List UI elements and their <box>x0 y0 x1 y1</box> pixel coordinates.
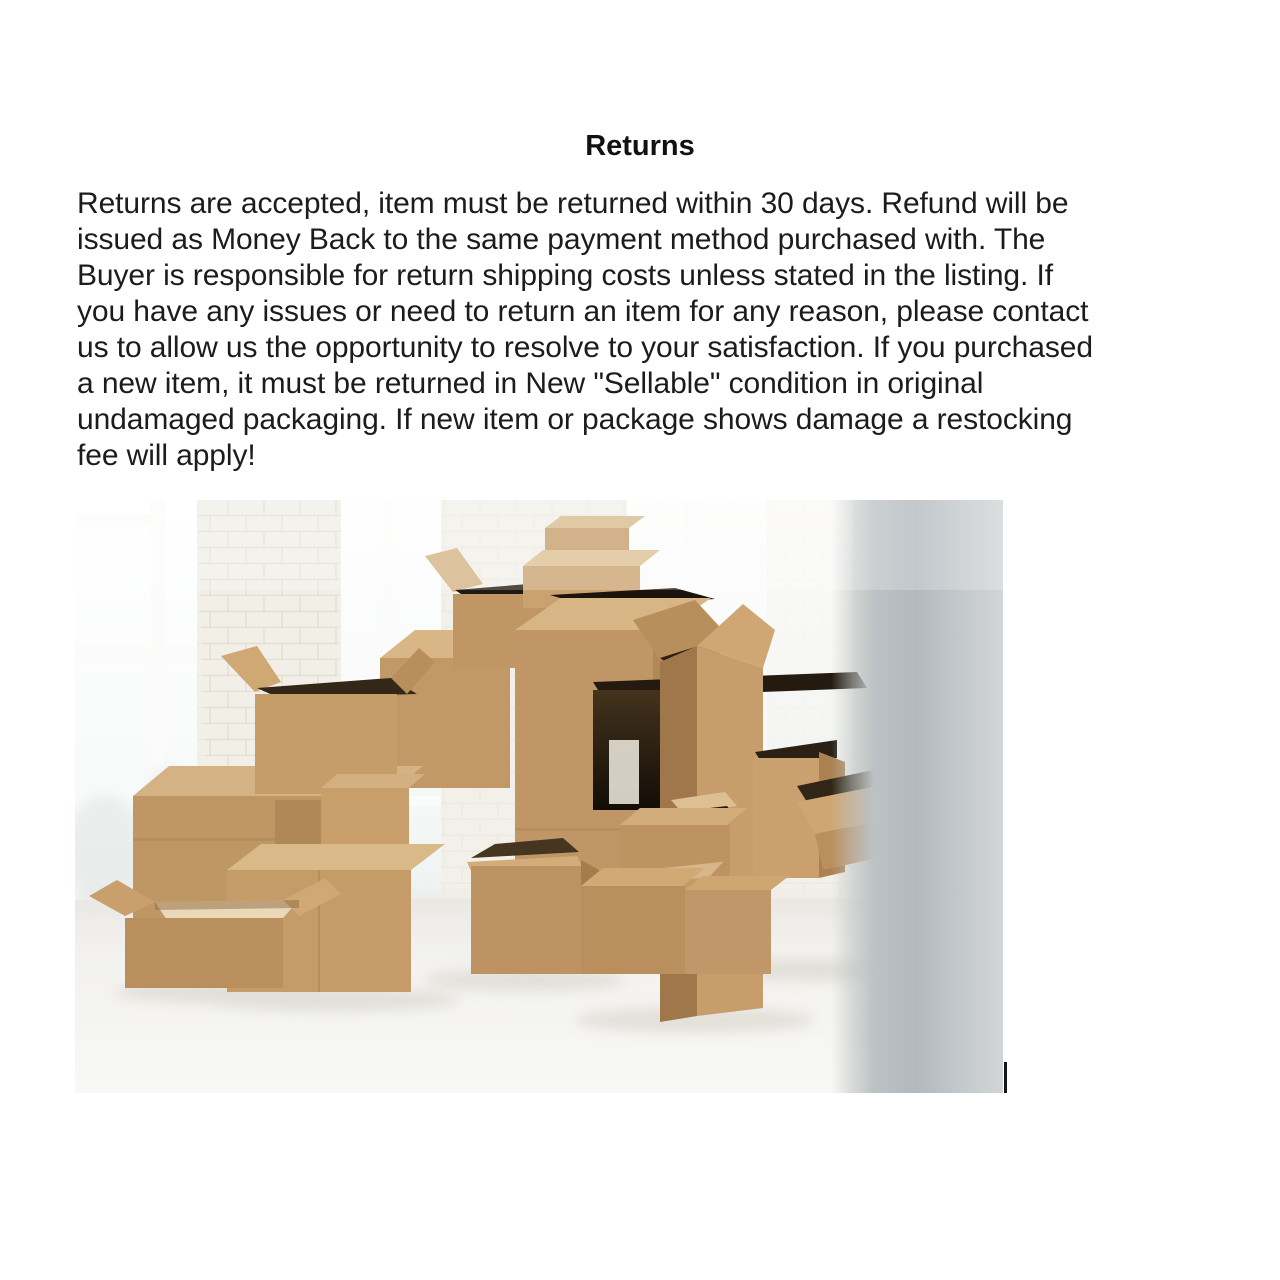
text-caret <box>1004 1062 1007 1093</box>
policy-line-2: issued as Money Back to the same payment method purchased with. The <box>77 223 1046 256</box>
policy-line-3: Buyer is responsible for return shipping costs unless stated in the listing. If <box>77 259 1053 292</box>
policy-line-1: Returns are accepted, item must be returned within 30 days. Refund will be <box>77 187 1069 220</box>
policy-line-6: a new item, it must be returned in New "Sellable" condition in original <box>77 367 984 400</box>
returns-policy-paragraph[interactable] <box>77 186 1207 474</box>
policy-line-4: you have any issues or need to return an item for any reason, please contact <box>77 295 1089 328</box>
page-title[interactable]: Returns <box>585 130 695 163</box>
boxes-photo[interactable] <box>75 500 1003 1093</box>
policy-line-7: undamaged packaging. If new item or package shows damage a restocking <box>77 403 1073 436</box>
window-glow <box>75 500 1003 590</box>
policy-line-8: fee will apply! <box>77 439 256 472</box>
boxes-front-right <box>581 868 789 974</box>
policy-line-5: us to allow us the opportunity to resolve to your satisfaction. If you purchased <box>77 331 1093 364</box>
